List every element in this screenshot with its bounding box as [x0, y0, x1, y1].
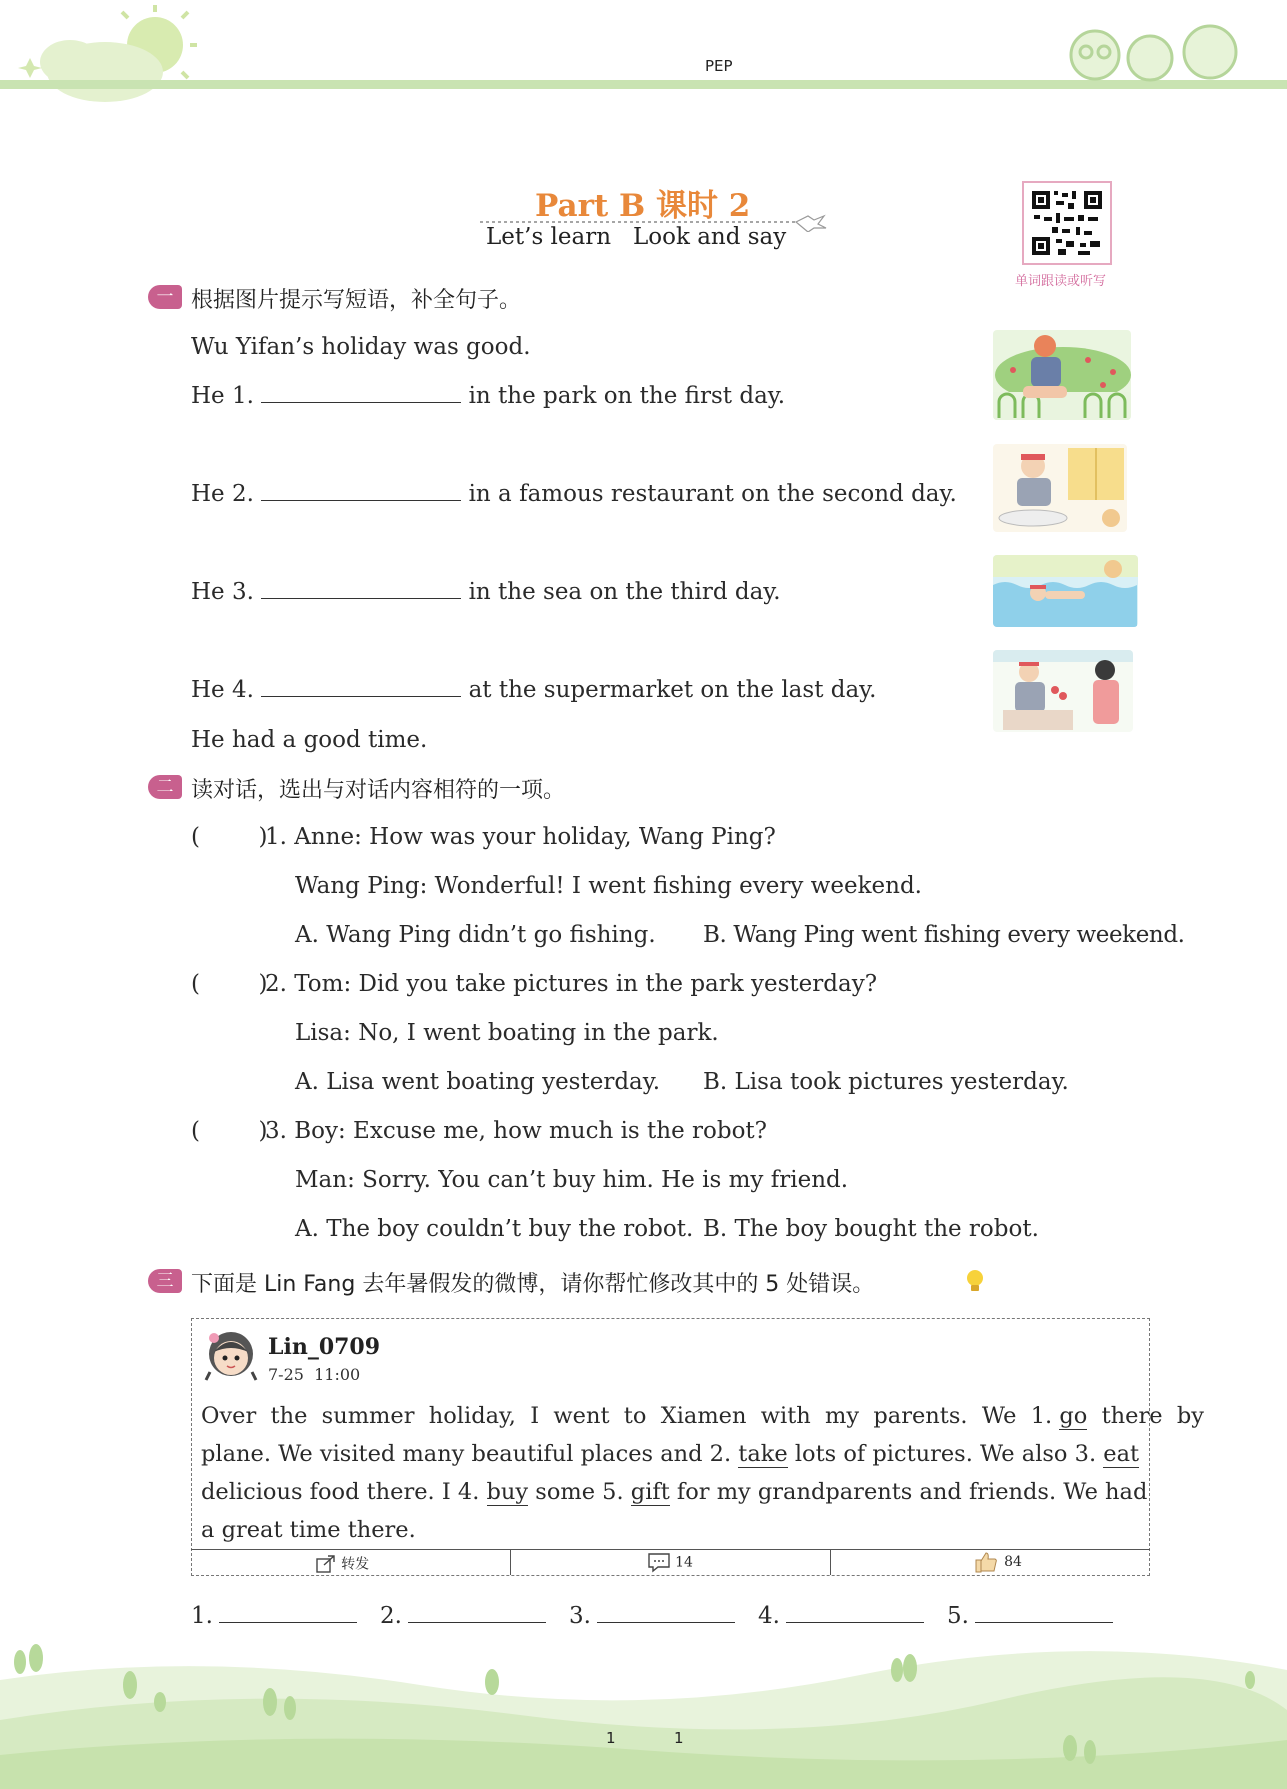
question-2-option-b: B. Lisa took pictures yesterday. — [703, 1069, 1069, 1095]
picture-sea — [993, 555, 1138, 627]
question-2-reply: Lisa: No, I went boating in the park. — [295, 1020, 719, 1046]
header-bar — [0, 80, 1287, 89]
question-1-text: 1. Anne: How was your holiday, Wang Ping? — [265, 824, 776, 850]
page-number-left: 1 — [606, 1729, 616, 1747]
answer-field-2[interactable]: 2. — [380, 1603, 546, 1629]
like-button[interactable]: 84 — [975, 1551, 1022, 1573]
answer-blank-4[interactable] — [261, 695, 461, 697]
post-line-3: delicious food there. I 4. buy some 5. gift for my grandparents and friends. We had — [201, 1479, 1148, 1505]
post-line-2: plane. We visited many beautiful places and 2. take lots of pictures. We also 3. eat — [201, 1441, 1140, 1467]
answer-field-1[interactable]: 1. — [191, 1603, 357, 1629]
answer-field-3[interactable]: 3. — [569, 1603, 735, 1629]
section1-item-4: He 4. at the supermarket on the last day. — [191, 677, 877, 703]
question-2-option-a: A. Lisa went boating yesterday. — [295, 1069, 661, 1095]
animal-faces-icon — [1071, 26, 1236, 80]
qr-code-icon[interactable] — [1022, 181, 1112, 265]
question-3-bracket[interactable]: ( ) — [191, 1118, 268, 1144]
error-word-1: go — [1059, 1403, 1088, 1429]
lightbulb-icon — [964, 1268, 986, 1294]
post-action-sep-1 — [510, 1549, 511, 1575]
section1-item-1: He 1. in the park on the first day. — [191, 383, 786, 409]
picture-restaurant — [993, 444, 1127, 532]
question-1-option-b: B. Wang Ping went fishing every weekend. — [703, 922, 1185, 948]
error-word-2: take — [738, 1441, 788, 1467]
answer-blank-3[interactable] — [261, 597, 461, 599]
section2-badge: 二 — [148, 775, 182, 799]
post-time: 7-25 11:00 — [268, 1365, 361, 1384]
question-3-text: 3. Boy: Excuse me, how much is the robot? — [265, 1118, 768, 1144]
question-3-option-b: B. The boy bought the robot. — [703, 1216, 1039, 1242]
question-2-text: 2. Tom: Did you take pictures in the park yesterday? — [265, 971, 878, 997]
page-number-right: 1 — [674, 1729, 684, 1747]
post-action-sep-2 — [830, 1549, 831, 1575]
comment-button[interactable]: 14 — [648, 1552, 693, 1572]
post-line-1: Over the summer holiday, I went to Xiamen with my parents. We 1. go there by — [201, 1403, 1204, 1429]
avatar — [200, 1322, 262, 1384]
post-line-4: a great time there. — [201, 1517, 416, 1543]
share-button[interactable]: 转发 — [316, 1553, 369, 1573]
section1-item-3: He 3. in the sea on the third day. — [191, 579, 781, 605]
comment-icon — [648, 1553, 670, 1573]
header-label: PEP — [705, 57, 733, 75]
section3-badge: 三 — [148, 1269, 182, 1293]
answer-field-5[interactable]: 5. — [947, 1603, 1113, 1629]
question-1-reply: Wang Ping: Wonderful! I went fishing every weekend. — [295, 873, 922, 899]
question-1-option-a: A. Wang Ping didn’t go fishing. — [295, 922, 656, 948]
error-word-4: buy — [486, 1479, 529, 1505]
header-decoration — [0, 0, 1287, 120]
share-icon — [316, 1555, 336, 1573]
question-1-bracket[interactable]: ( ) — [191, 824, 268, 850]
thumbs-up-icon — [975, 1551, 999, 1573]
answer-blank-1[interactable] — [261, 401, 461, 403]
answer-field-4[interactable]: 4. — [758, 1603, 924, 1629]
bird-icon — [796, 216, 826, 232]
section1-badge: 一 — [148, 285, 182, 309]
picture-supermarket — [993, 650, 1133, 732]
footer-landscape — [0, 1640, 1287, 1789]
section1-item-2: He 2. in a famous restaurant on the second day. — [191, 481, 957, 507]
section1-intro: Wu Yifan’s holiday was good. — [191, 334, 531, 360]
question-3-option-a: A. The boy couldn’t buy the robot. — [295, 1216, 694, 1242]
error-word-5: gift — [630, 1479, 670, 1505]
question-3-reply: Man: Sorry. You can’t buy him. He is my friend. — [295, 1167, 849, 1193]
section1-title: 根据图片提示写短语，补全句子。 — [191, 288, 522, 313]
lesson-subtitle: Let’s learn Look and say — [486, 224, 787, 250]
section3-title: 下面是 Lin Fang 去年暑假发的微博，请你帮忙修改其中的 5 处错误。 — [191, 1272, 875, 1297]
question-2-bracket[interactable]: ( ) — [191, 971, 268, 997]
post-username[interactable]: Lin_0709 — [268, 1334, 381, 1360]
picture-park — [993, 330, 1131, 420]
post-action-divider — [191, 1549, 1150, 1550]
section2-title: 读对话，选出与对话内容相符的一项。 — [191, 778, 566, 803]
error-word-3: eat — [1103, 1441, 1140, 1467]
lesson-title: Part B 课时 2 — [535, 188, 751, 224]
answer-blank-2[interactable] — [261, 499, 461, 501]
qr-caption: 单词跟读或听写 — [1015, 274, 1107, 289]
section1-outro: He had a good time. — [191, 727, 428, 753]
